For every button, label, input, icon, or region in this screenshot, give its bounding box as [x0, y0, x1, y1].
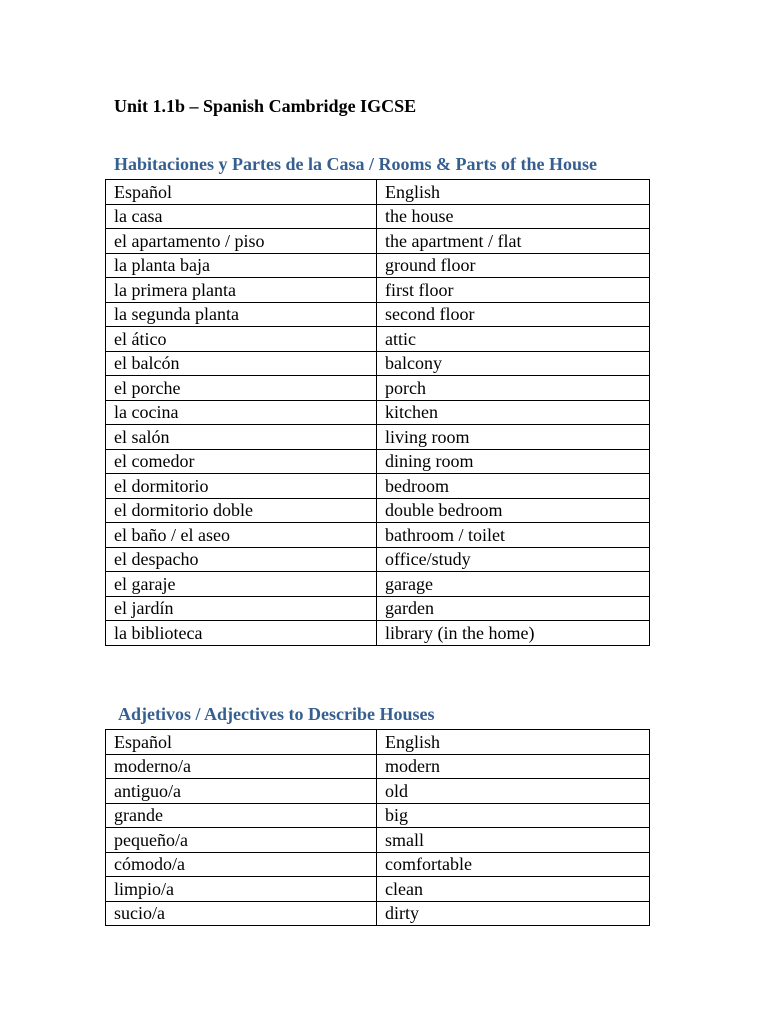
spanish-term-cell: el porche	[106, 376, 377, 401]
english-term-cell: garage	[377, 572, 650, 597]
table-row	[106, 376, 650, 401]
english-term-cell: library (in the home)	[377, 621, 650, 646]
table-row	[106, 278, 650, 303]
table-row	[106, 621, 650, 646]
table-row	[106, 474, 650, 499]
table-row	[106, 572, 650, 597]
english-term-cell: kitchen	[377, 400, 650, 425]
table-row	[106, 498, 650, 523]
table-row	[106, 253, 650, 278]
english-term-cell: office/study	[377, 547, 650, 572]
english-term-cell: big	[377, 803, 650, 828]
table-row	[106, 302, 650, 327]
english-term-cell: second floor	[377, 302, 650, 327]
page-title: Unit 1.1b – Spanish Cambridge IGCSE	[114, 96, 417, 116]
rooms-header-row	[106, 180, 650, 205]
english-term-cell: garden	[377, 596, 650, 621]
column-header-english: English	[377, 180, 650, 205]
table-row	[106, 400, 650, 425]
table-row	[106, 852, 650, 877]
column-header-spanish: Español	[106, 730, 377, 755]
spanish-term-cell: cómodo/a	[106, 852, 377, 877]
spanish-term-cell: el despacho	[106, 547, 377, 572]
english-term-cell: the apartment / flat	[377, 229, 650, 254]
table-row	[106, 779, 650, 804]
spanish-term-cell: el dormitorio	[106, 474, 377, 499]
table-row	[106, 523, 650, 548]
spanish-term-cell: el baño / el aseo	[106, 523, 377, 548]
table-row	[106, 547, 650, 572]
english-term-cell: the house	[377, 204, 650, 229]
adjectives-vocabulary-table	[105, 729, 650, 926]
spanish-term-cell: sucio/a	[106, 901, 377, 926]
english-term-cell: living room	[377, 425, 650, 450]
rooms-vocabulary-table	[105, 179, 650, 646]
english-term-cell: comfortable	[377, 852, 650, 877]
adjectives-section-heading: Adjetivos / Adjectives to Describe Houses	[118, 704, 435, 724]
english-term-cell: clean	[377, 877, 650, 902]
spanish-term-cell: pequeño/a	[106, 828, 377, 853]
english-term-cell: porch	[377, 376, 650, 401]
spanish-term-cell: el apartamento / piso	[106, 229, 377, 254]
spanish-term-cell: el jardín	[106, 596, 377, 621]
table-row	[106, 327, 650, 352]
english-term-cell: dirty	[377, 901, 650, 926]
table-row	[106, 803, 650, 828]
spanish-term-cell: la casa	[106, 204, 377, 229]
table-row	[106, 877, 650, 902]
english-term-cell: old	[377, 779, 650, 804]
english-term-cell: first floor	[377, 278, 650, 303]
table-row	[106, 425, 650, 450]
english-term-cell: attic	[377, 327, 650, 352]
spanish-term-cell: el ático	[106, 327, 377, 352]
table-row	[106, 596, 650, 621]
column-header-spanish: Español	[106, 180, 377, 205]
english-term-cell: dining room	[377, 449, 650, 474]
spanish-term-cell: la biblioteca	[106, 621, 377, 646]
english-term-cell: modern	[377, 754, 650, 779]
spanish-term-cell: antiguo/a	[106, 779, 377, 804]
english-term-cell: double bedroom	[377, 498, 650, 523]
english-term-cell: small	[377, 828, 650, 853]
column-header-english: English	[377, 730, 650, 755]
spanish-term-cell: el balcón	[106, 351, 377, 376]
spanish-term-cell: el garaje	[106, 572, 377, 597]
adjectives-header-row	[106, 730, 650, 755]
spanish-term-cell: la cocina	[106, 400, 377, 425]
english-term-cell: balcony	[377, 351, 650, 376]
spanish-term-cell: la planta baja	[106, 253, 377, 278]
rooms-section-heading: Habitaciones y Partes de la Casa / Rooms & Parts of the House	[114, 154, 597, 174]
table-row	[106, 351, 650, 376]
table-row	[106, 229, 650, 254]
table-row	[106, 754, 650, 779]
spanish-term-cell: el comedor	[106, 449, 377, 474]
table-row	[106, 449, 650, 474]
spanish-term-cell: el salón	[106, 425, 377, 450]
table-row	[106, 828, 650, 853]
spanish-term-cell: el dormitorio doble	[106, 498, 377, 523]
english-term-cell: ground floor	[377, 253, 650, 278]
spanish-term-cell: la primera planta	[106, 278, 377, 303]
table-row	[106, 204, 650, 229]
spanish-term-cell: grande	[106, 803, 377, 828]
spanish-term-cell: limpio/a	[106, 877, 377, 902]
table-row	[106, 901, 650, 926]
english-term-cell: bedroom	[377, 474, 650, 499]
spanish-term-cell: la segunda planta	[106, 302, 377, 327]
spanish-term-cell: moderno/a	[106, 754, 377, 779]
english-term-cell: bathroom / toilet	[377, 523, 650, 548]
